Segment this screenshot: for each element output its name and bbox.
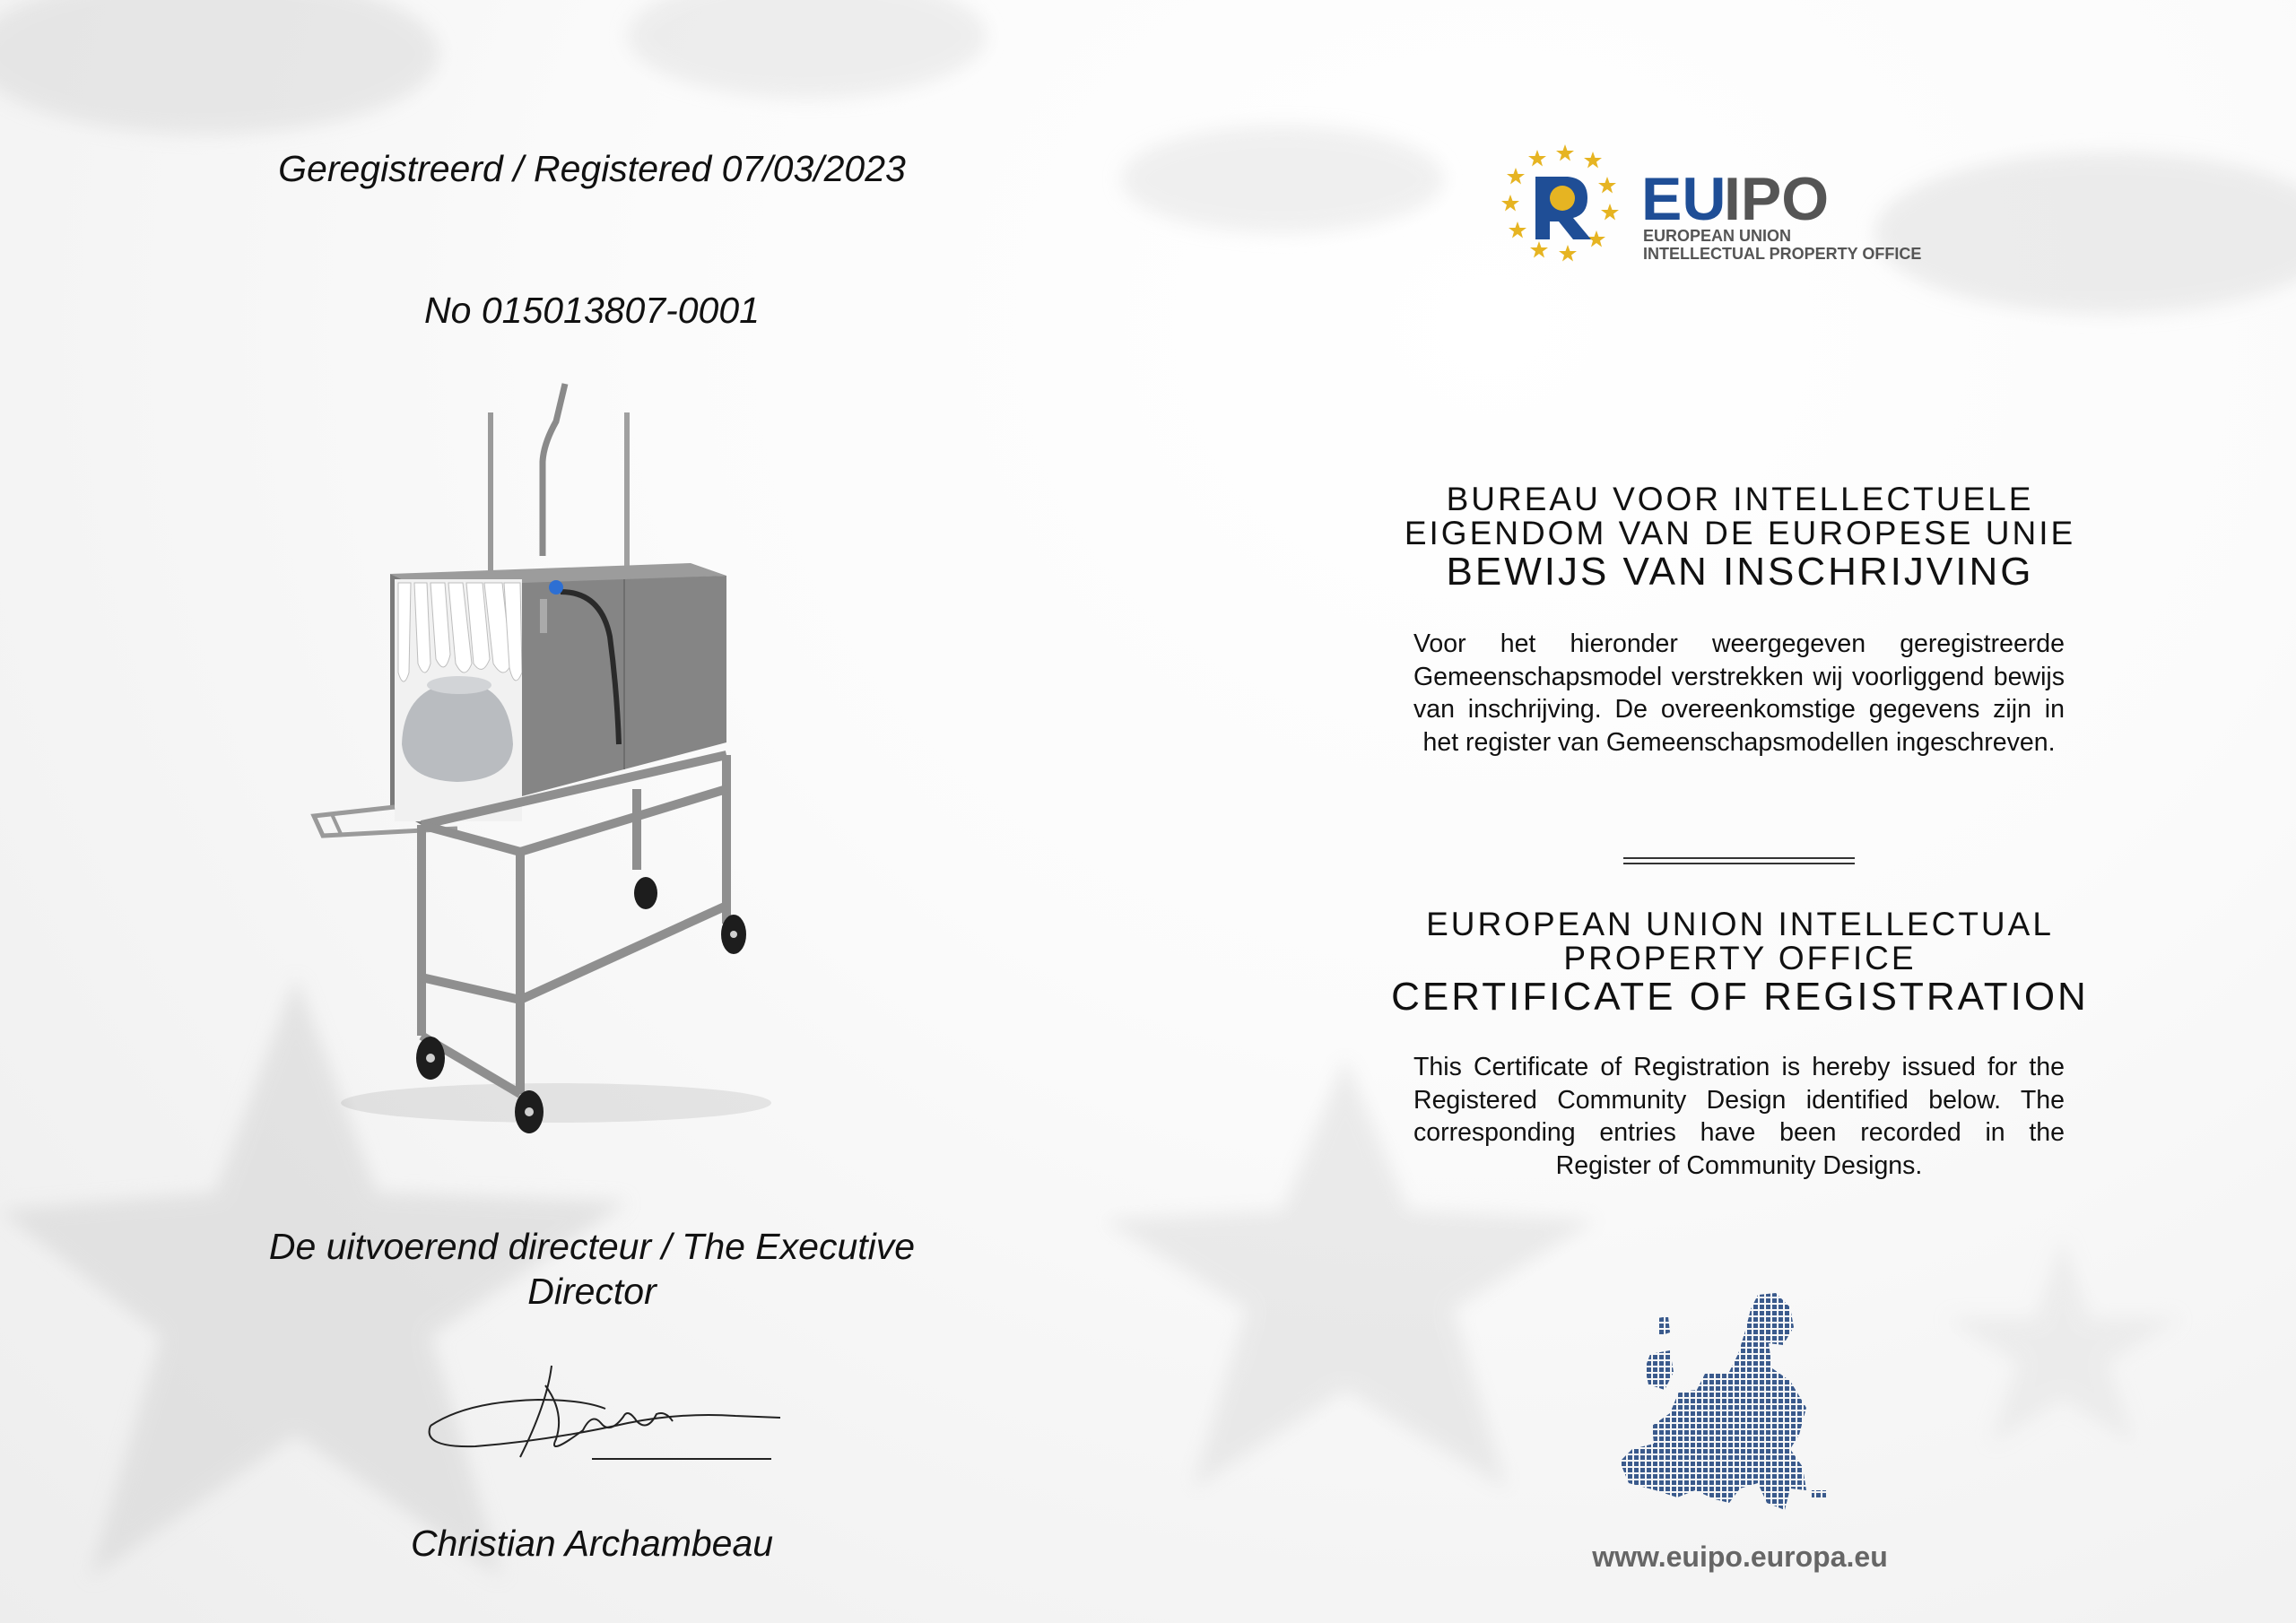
logo-ipo-text: IPO xyxy=(1724,165,1830,233)
en-body: This Certificate of Registration is hereby issued for the Registered Community Design identified below. The corresponding entries have been recorded in the Register of Community Designs. xyxy=(1413,1053,2065,1180)
section-divider xyxy=(1623,857,1855,864)
nl-office-line1: BUREAU VOOR INTELLECTUELE xyxy=(1446,481,2034,517)
nl-office-line2: EIGENDOM VAN DE EUROPESE UNIE xyxy=(1404,515,2076,551)
en-certificate-title: CERTIFICATE OF REGISTRATION xyxy=(1391,975,2089,1019)
nl-body: Voor het hieronder weergegeven geregistreerde Gemeenschapsmodel verstrekken wij voorliggend bewijs van inschrijving. De overeenkomstige gegevens zijn in het register van Gemeenschapsmodellen ingeschreven. xyxy=(1413,629,2065,757)
en-office-line2: PROPERTY OFFICE xyxy=(1563,940,1917,976)
signature-image xyxy=(413,1358,789,1475)
eu-map-image xyxy=(1614,1291,1848,1524)
en-office-line1: EUROPEAN UNION INTELLECTUAL xyxy=(1426,906,2054,942)
logo-eu-text: EU xyxy=(1641,165,1726,233)
nl-heading xyxy=(1256,482,2224,594)
website-url: www.euipo.europa.eu xyxy=(1592,1541,1888,1573)
logo-line1: EUROPEAN UNION xyxy=(1643,227,1792,245)
registration-number: No 015013807-0001 xyxy=(424,290,760,331)
director-name: Christian Archambeau xyxy=(410,1523,774,1564)
nl-certificate-title: BEWIJS VAN INSCHRIJVING xyxy=(1446,550,2034,594)
registration-date: Geregistreerd / Registered 07/03/2023 xyxy=(278,148,906,189)
en-heading xyxy=(1256,907,2224,1019)
logo-line2: INTELLECTUAL PROPERTY OFFICE xyxy=(1643,245,1922,263)
euipo-logo xyxy=(1498,139,1946,273)
director-title: De uitvoerend directeur / The Executive Director xyxy=(268,1226,916,1312)
registered-design-image xyxy=(305,368,807,1139)
